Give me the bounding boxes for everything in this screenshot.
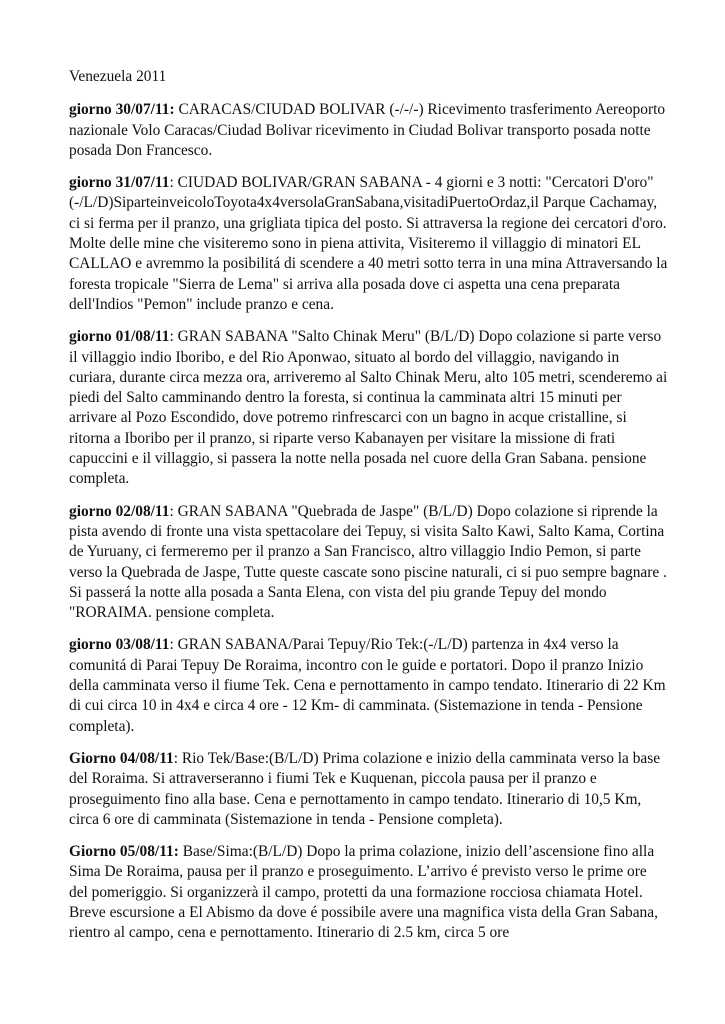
itinerary-entry-31-07 — [69, 173, 669, 315]
document-body — [69, 67, 669, 956]
entry-text: Base/Sima:(B/L/D) Dopo la prima colazione, inizio dell’ascensione fino alla Sima De Roraima, pausa per il pranzo e proseguimento. L’arrivo é previsto verso le prime ore del pomeriggio. Si organizzerà il campo, protetti da una formazione rocciosa chiamata Hotel. Breve escursione a El Abismo da dove é possibile avere una magnifica vista della Gran Sabana, rientro al campo, cena e pernottamento. Itinerario di 2.5 km, circa 5 ore — [69, 843, 658, 942]
entry-text: : GRAN SABANA/Parai Tepuy/Rio Tek:(-/L/D) partenza in 4x4 verso la comunitá di Parai Tepuy De Roraima, incontro con le guide e portatori. Dopo il pranzo Inizio della camminata verso il fiume Tek. Cena e pernottamento in campo tendato. Itinerario di 22 Km di cui circa 10 in 4x4 e circa 4 ore - 12 Km- di camminata. (Sistemazione in tenda - Pensione completa). — [69, 636, 666, 735]
itinerary-entry-30-07 — [69, 100, 669, 161]
entry-day: giorno 31/07/11 — [69, 174, 170, 192]
document-title: Venezuela 2011 — [69, 68, 167, 85]
entry-day: giorno 02/08/11 — [69, 502, 170, 520]
entry-day: Giorno 05/08/11: — [69, 843, 179, 861]
entry-day: giorno 03/08/11 — [69, 636, 170, 654]
entry-day: giorno 01/08/11 — [69, 328, 170, 346]
entry-text: : CIUDAD BOLIVAR/GRAN SABANA - 4 giorni e 3 notti: "Cercatori D'oro" (-/L/D)SiparteinveicoloToyota4x4versolaGranSabana,visitadiPuertoOrdaz,il Parque Cachamay, ci si ferma per il pranzo, una grigliata tipica del posto. Si attraversa la regione dei cercatori d'oro. Molte delle mine che visiteremo sono in piena attivita, Visiteremo il villaggio di minatori EL CALLAO e avremmo la posibilitá di scendere a 40 metri sotto terra in una mina Attraversando la foresta tropicale "Sierra de Lema" si arriva alla posada dove ci aspetta una cena preparata dell'Indios "Pemon" include pranzo e cena. — [69, 174, 668, 313]
entry-text: : GRAN SABANA "Quebrada de Jaspe" (B/L/D) Dopo colazione si riprende la pista avendo di fronte una vista spettacolare dei Tepuy, si visita Salto Kawi, Salto Kama, Cortina de Yuruany, ci fermeremo per il pranzo a San Francisco, altro villaggio Indio Pemon, si parte verso la Quebrada de Jaspe, Tutte queste cascate sono piscine naturali, ci si puo sempre bagnare . Si passerá la notte alla posada a Santa Elena, con vista del piu grande Tepuy del mondo "RORAIMA. pensione completa. — [69, 502, 667, 622]
entry-day: giorno 30/07/11: — [69, 101, 175, 119]
itinerary-entry-04-08 — [69, 749, 669, 830]
itinerary-entry-03-08 — [69, 635, 669, 736]
entry-text: : Rio Tek/Base:(B/L/D) Prima colazione e inizio della camminata verso la base del Roraima. Si attraverseranno i fiumi Tek e Kuquenan, piccola pausa per il pranzo e proseguimento fino alla base. Cena e pernottamento in campo tendato. Itinerario di 10,5 Km, circa 6 ore di camminata (Sistemazione in tenda - Pensione completa). — [69, 749, 661, 828]
itinerary-entry-02-08 — [69, 502, 669, 624]
itinerary-entry-05-08 — [69, 842, 669, 943]
entry-text: CARACAS/CIUDAD BOLIVAR (-/-/-) Ricevimento trasferimento Aereoporto nazionale Volo Caracas/Ciudad Bolivar ricevimento in Ciudad Bolivar transporto posada notte posada Don Francesco. — [69, 101, 666, 159]
itinerary-entry-01-08 — [69, 327, 669, 489]
entry-day: Giorno 04/08/11 — [69, 749, 174, 767]
entry-text: : GRAN SABANA "Salto Chinak Meru" (B/L/D) Dopo colazione si parte verso il villaggio indio Iboribo, e del Rio Aponwao, situato al bordo del villaggio, navigando in curiara, durante circa mezza ora, arriveremo al Salto Chinak Meru, alto 105 metri, scenderemo ai piedi del Salto camminando dentro la foresta, si continua la camminata altri 15 minuti per arrivare al Pozo Escondido, dove potremo rinfrescarci con un bagno in acque cristalline, si ritorna a Iboribo per il pranzo, si riparte verso Kabanayen per visitare la missione di frati capuccini e il villaggio, si passera la notte nella posada nel cuore della Gran Sabana. pensione completa. — [69, 328, 668, 488]
